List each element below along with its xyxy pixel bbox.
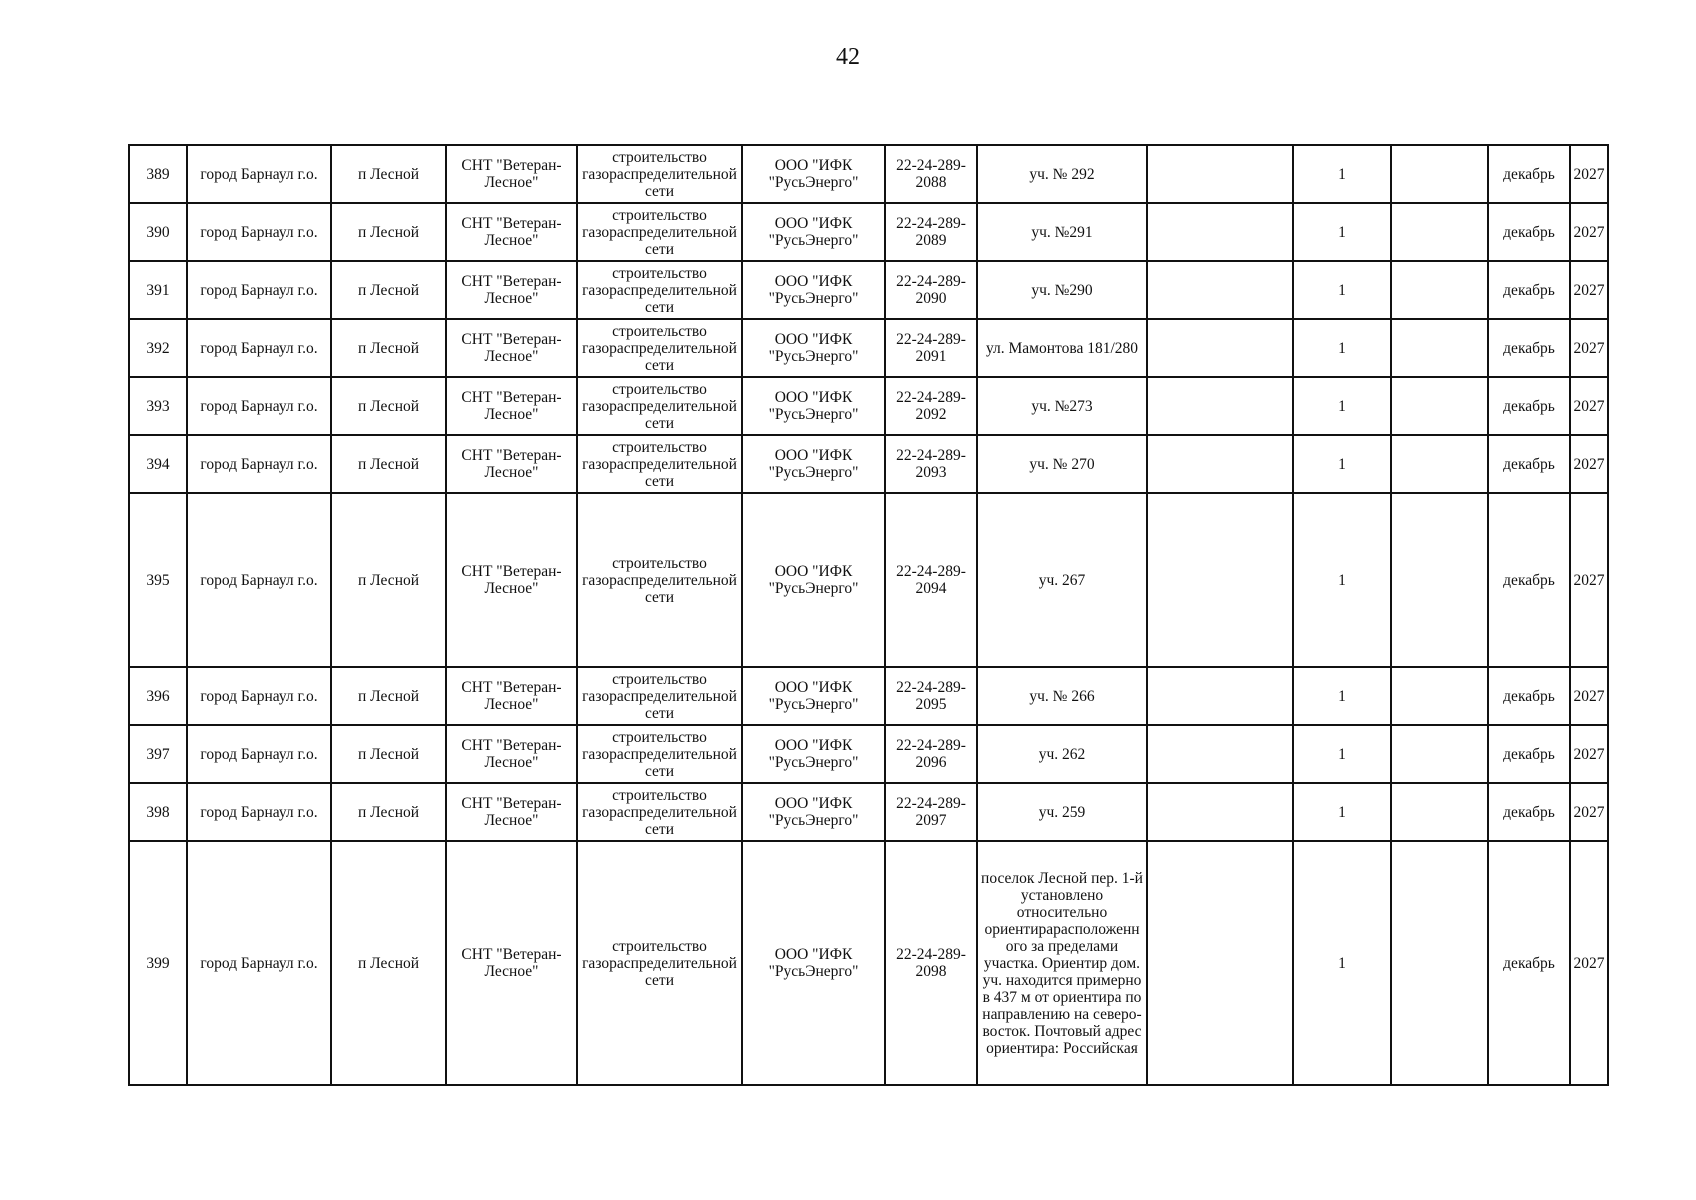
year-cell: 2027 — [1570, 435, 1608, 493]
month-cell: декабрь — [1488, 435, 1570, 493]
year-cell: 2027 — [1570, 667, 1608, 725]
address-cell: поселок Лесной пер. 1-й установлено относительно ориентирарасположенн ого за пределами участка. Ориентир дом. уч. находится примерно в 437 м от ориентира по направлению на северо-восток. Почтовый адрес ориентира: Российская — [977, 841, 1147, 1085]
snt-cell: СНТ "Ветеран-Лесное" — [446, 783, 577, 841]
quantity-cell: 1 — [1293, 203, 1391, 261]
settlement-cell: п Лесной — [331, 203, 446, 261]
settlement-cell: п Лесной — [331, 435, 446, 493]
snt-cell: СНТ "Ветеран-Лесное" — [446, 725, 577, 783]
code-cell: 22-24-289-2097 — [885, 783, 977, 841]
organization-cell: ООО "ИФК "РусьЭнерго" — [742, 145, 885, 203]
work-cell: строительство газораспределительной сети — [577, 203, 742, 261]
month-cell: декабрь — [1488, 783, 1570, 841]
organization-cell: ООО "ИФК "РусьЭнерго" — [742, 261, 885, 319]
row-number: 397 — [129, 725, 187, 783]
month-cell: декабрь — [1488, 841, 1570, 1085]
row-number: 389 — [129, 145, 187, 203]
code-cell: 22-24-289-2098 — [885, 841, 977, 1085]
work-cell: строительство газораспределительной сети — [577, 261, 742, 319]
empty-cell — [1147, 203, 1293, 261]
organization-cell: ООО "ИФК "РусьЭнерго" — [742, 435, 885, 493]
address-cell: уч. 267 — [977, 493, 1147, 667]
year-cell: 2027 — [1570, 203, 1608, 261]
organization-cell: ООО "ИФК "РусьЭнерго" — [742, 319, 885, 377]
snt-cell: СНТ "Ветеран-Лесное" — [446, 203, 577, 261]
table-row — [129, 435, 1608, 493]
month-cell: декабрь — [1488, 319, 1570, 377]
settlement-cell: п Лесной — [331, 145, 446, 203]
empty-cell — [1391, 667, 1488, 725]
settlement-cell: п Лесной — [331, 319, 446, 377]
settlement-cell: п Лесной — [331, 667, 446, 725]
address-cell: уч. 262 — [977, 725, 1147, 783]
code-cell: 22-24-289-2089 — [885, 203, 977, 261]
quantity-cell: 1 — [1293, 667, 1391, 725]
empty-cell — [1391, 377, 1488, 435]
snt-cell: СНТ "Ветеран-Лесное" — [446, 261, 577, 319]
code-cell: 22-24-289-2094 — [885, 493, 977, 667]
code-cell: 22-24-289-2091 — [885, 319, 977, 377]
address-cell: уч. №291 — [977, 203, 1147, 261]
table-row — [129, 145, 1608, 203]
month-cell: декабрь — [1488, 145, 1570, 203]
month-cell: декабрь — [1488, 667, 1570, 725]
quantity-cell: 1 — [1293, 435, 1391, 493]
year-cell: 2027 — [1570, 261, 1608, 319]
settlement-cell: п Лесной — [331, 261, 446, 319]
empty-cell — [1147, 493, 1293, 667]
empty-cell — [1147, 667, 1293, 725]
snt-cell: СНТ "Ветеран-Лесное" — [446, 145, 577, 203]
quantity-cell: 1 — [1293, 319, 1391, 377]
table-row — [129, 261, 1608, 319]
row-number: 398 — [129, 783, 187, 841]
work-cell: строительство газораспределительной сети — [577, 725, 742, 783]
empty-cell — [1147, 261, 1293, 319]
year-cell: 2027 — [1570, 319, 1608, 377]
city-cell: город Барнаул г.о. — [187, 145, 331, 203]
empty-cell — [1391, 841, 1488, 1085]
month-cell: декабрь — [1488, 377, 1570, 435]
code-cell: 22-24-289-2093 — [885, 435, 977, 493]
snt-cell: СНТ "Ветеран-Лесное" — [446, 493, 577, 667]
city-cell: город Барнаул г.о. — [187, 783, 331, 841]
empty-cell — [1147, 377, 1293, 435]
registry-table — [128, 144, 1609, 1086]
year-cell: 2027 — [1570, 783, 1608, 841]
work-cell: строительство газораспределительной сети — [577, 493, 742, 667]
table-row — [129, 841, 1608, 1085]
work-cell: строительство газораспределительной сети — [577, 841, 742, 1085]
empty-cell — [1391, 493, 1488, 667]
work-cell: строительство газораспределительной сети — [577, 435, 742, 493]
year-cell: 2027 — [1570, 377, 1608, 435]
city-cell: город Барнаул г.о. — [187, 377, 331, 435]
organization-cell: ООО "ИФК "РусьЭнерго" — [742, 667, 885, 725]
quantity-cell: 1 — [1293, 841, 1391, 1085]
quantity-cell: 1 — [1293, 377, 1391, 435]
empty-cell — [1391, 725, 1488, 783]
address-cell: уч. №273 — [977, 377, 1147, 435]
address-cell: уч. № 292 — [977, 145, 1147, 203]
table-row — [129, 493, 1608, 667]
table-row — [129, 667, 1608, 725]
city-cell: город Барнаул г.о. — [187, 725, 331, 783]
table-row — [129, 377, 1608, 435]
row-number: 394 — [129, 435, 187, 493]
work-cell: строительство газораспределительной сети — [577, 377, 742, 435]
snt-cell: СНТ "Ветеран-Лесное" — [446, 435, 577, 493]
work-cell: строительство газораспределительной сети — [577, 319, 742, 377]
snt-cell: СНТ "Ветеран-Лесное" — [446, 667, 577, 725]
snt-cell: СНТ "Ветеран-Лесное" — [446, 319, 577, 377]
table-row — [129, 725, 1608, 783]
empty-cell — [1147, 725, 1293, 783]
quantity-cell: 1 — [1293, 783, 1391, 841]
organization-cell: ООО "ИФК "РусьЭнерго" — [742, 783, 885, 841]
city-cell: город Барнаул г.о. — [187, 203, 331, 261]
empty-cell — [1147, 319, 1293, 377]
empty-cell — [1147, 783, 1293, 841]
address-cell: уч. 259 — [977, 783, 1147, 841]
city-cell: город Барнаул г.о. — [187, 667, 331, 725]
city-cell: город Барнаул г.о. — [187, 493, 331, 667]
snt-cell: СНТ "Ветеран-Лесное" — [446, 377, 577, 435]
page-number: 42 — [836, 44, 860, 70]
quantity-cell: 1 — [1293, 145, 1391, 203]
empty-cell — [1147, 435, 1293, 493]
snt-cell: СНТ "Ветеран-Лесное" — [446, 841, 577, 1085]
address-cell: уч. № 266 — [977, 667, 1147, 725]
empty-cell — [1391, 145, 1488, 203]
row-number: 396 — [129, 667, 187, 725]
empty-cell — [1391, 261, 1488, 319]
organization-cell: ООО "ИФК "РусьЭнерго" — [742, 203, 885, 261]
row-number: 391 — [129, 261, 187, 319]
table-row — [129, 319, 1608, 377]
address-cell: уч. № 270 — [977, 435, 1147, 493]
settlement-cell: п Лесной — [331, 725, 446, 783]
empty-cell — [1391, 203, 1488, 261]
row-number: 399 — [129, 841, 187, 1085]
month-cell: декабрь — [1488, 725, 1570, 783]
work-cell: строительство газораспределительной сети — [577, 145, 742, 203]
address-cell: уч. №290 — [977, 261, 1147, 319]
year-cell: 2027 — [1570, 725, 1608, 783]
row-number: 393 — [129, 377, 187, 435]
city-cell: город Барнаул г.о. — [187, 841, 331, 1085]
settlement-cell: п Лесной — [331, 493, 446, 667]
table-row — [129, 783, 1608, 841]
code-cell: 22-24-289-2088 — [885, 145, 977, 203]
table-row — [129, 203, 1608, 261]
month-cell: декабрь — [1488, 203, 1570, 261]
code-cell: 22-24-289-2096 — [885, 725, 977, 783]
month-cell: декабрь — [1488, 261, 1570, 319]
city-cell: город Барнаул г.о. — [187, 261, 331, 319]
empty-cell — [1147, 841, 1293, 1085]
work-cell: строительство газораспределительной сети — [577, 783, 742, 841]
city-cell: город Барнаул г.о. — [187, 435, 331, 493]
empty-cell — [1391, 783, 1488, 841]
work-cell: строительство газораспределительной сети — [577, 667, 742, 725]
organization-cell: ООО "ИФК "РусьЭнерго" — [742, 725, 885, 783]
settlement-cell: п Лесной — [331, 783, 446, 841]
empty-cell — [1391, 319, 1488, 377]
code-cell: 22-24-289-2095 — [885, 667, 977, 725]
empty-cell — [1391, 435, 1488, 493]
row-number: 392 — [129, 319, 187, 377]
empty-cell — [1147, 145, 1293, 203]
code-cell: 22-24-289-2090 — [885, 261, 977, 319]
settlement-cell: п Лесной — [331, 377, 446, 435]
row-number: 390 — [129, 203, 187, 261]
year-cell: 2027 — [1570, 493, 1608, 667]
month-cell: декабрь — [1488, 493, 1570, 667]
city-cell: город Барнаул г.о. — [187, 319, 331, 377]
organization-cell: ООО "ИФК "РусьЭнерго" — [742, 493, 885, 667]
settlement-cell: п Лесной — [331, 841, 446, 1085]
quantity-cell: 1 — [1293, 493, 1391, 667]
code-cell: 22-24-289-2092 — [885, 377, 977, 435]
quantity-cell: 1 — [1293, 261, 1391, 319]
address-cell: ул. Мамонтова 181/280 — [977, 319, 1147, 377]
quantity-cell: 1 — [1293, 725, 1391, 783]
year-cell: 2027 — [1570, 841, 1608, 1085]
year-cell: 2027 — [1570, 145, 1608, 203]
organization-cell: ООО "ИФК "РусьЭнерго" — [742, 377, 885, 435]
organization-cell: ООО "ИФК "РусьЭнерго" — [742, 841, 885, 1085]
row-number: 395 — [129, 493, 187, 667]
